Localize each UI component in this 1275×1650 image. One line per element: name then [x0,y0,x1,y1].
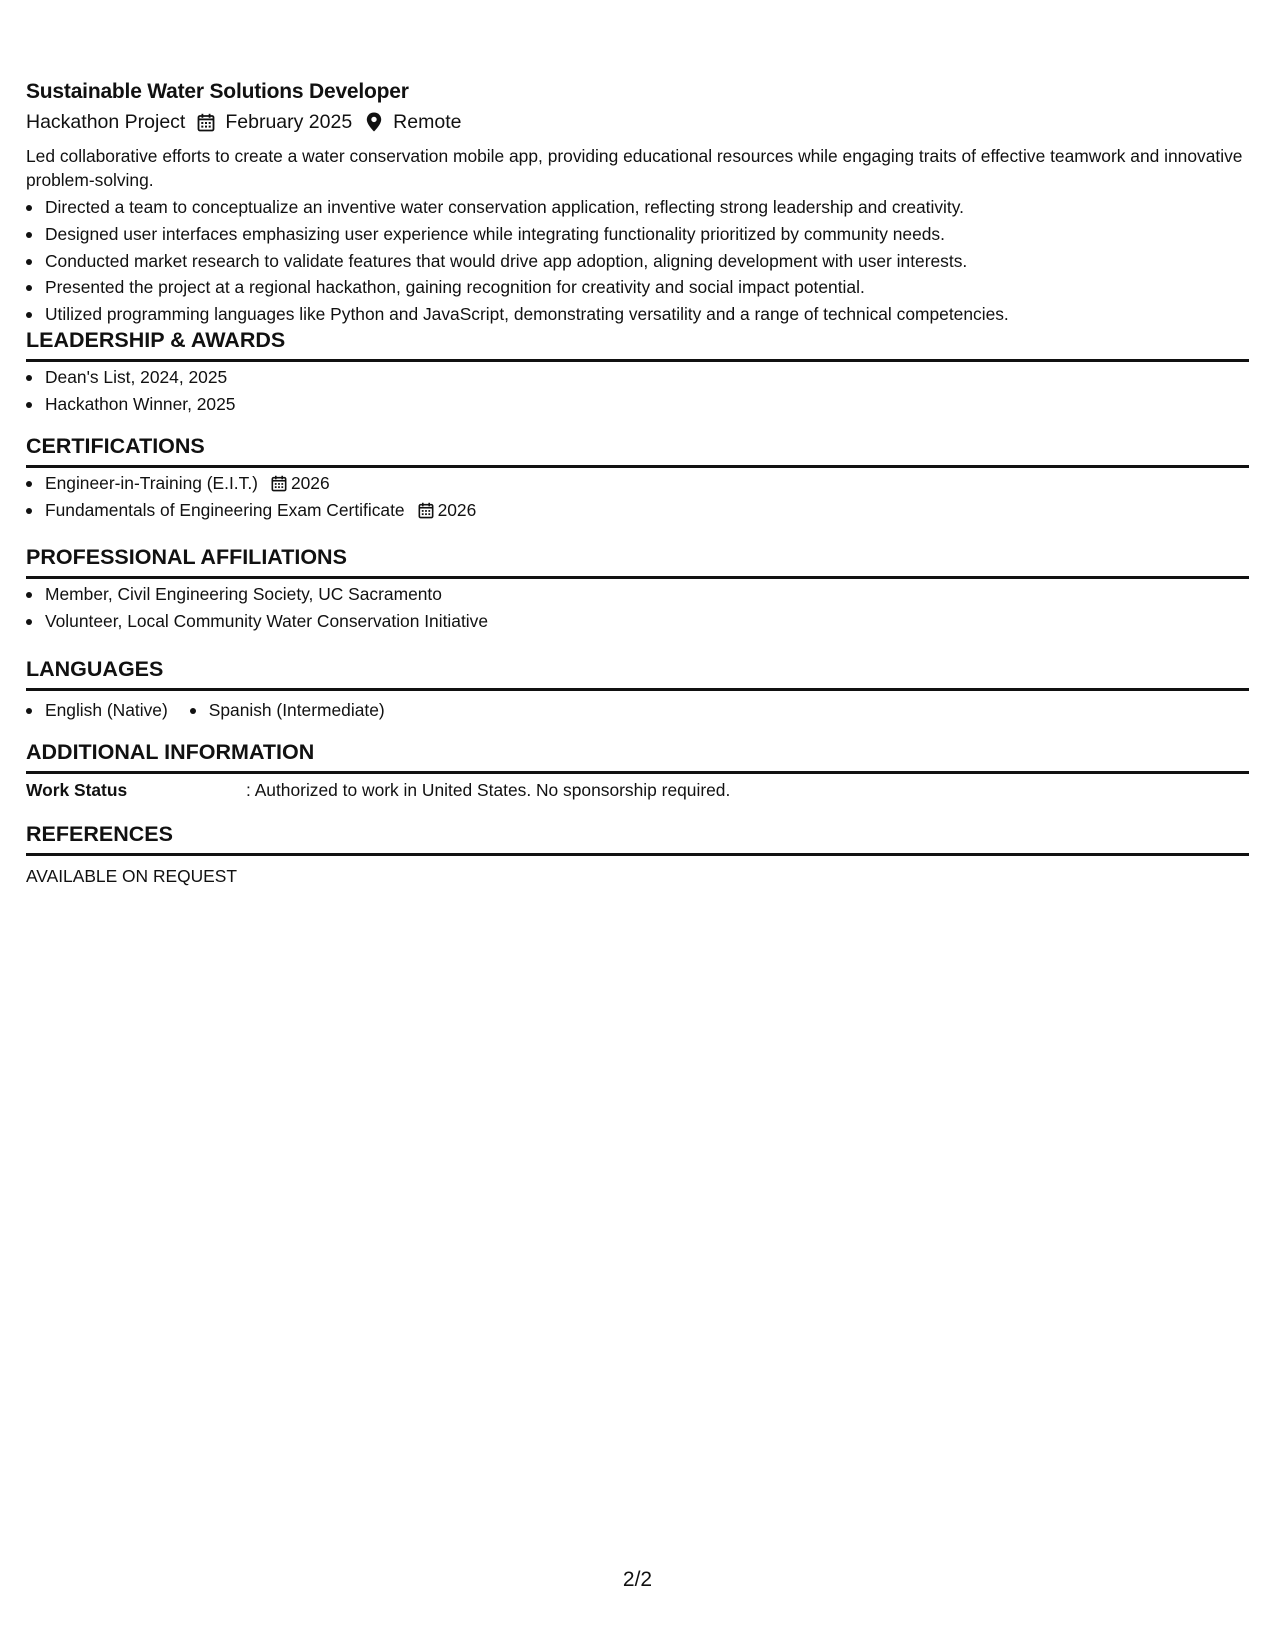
list-item [26,497,1249,524]
section-heading: ADDITIONAL INFORMATION [26,738,1249,774]
list-item: English (Native) [26,697,168,724]
project-summary: Led collaborative efforts to create a water conservation mobile app, providing educational resources while engaging traits of effective teamwork and innovative problem-solving. [26,146,1243,190]
work-status-value: : Authorized to work in United States. No sponsorship required. [246,780,731,800]
list-item: Spanish (Intermediate) [190,697,385,724]
section-languages [26,655,1249,724]
cert-year: 2026 [437,499,477,520]
list-item [26,470,1249,497]
project-org: Hackathon Project [26,111,186,133]
languages-list [26,697,1249,724]
project-date: February 2025 [225,111,353,133]
section-heading: PROFESSIONAL AFFILIATIONS [26,543,1249,579]
references-text: AVAILABLE ON REQUEST [26,866,238,886]
section-additional-info [26,738,1249,802]
list-item: Dean's List, 2024, 2025 [26,364,1249,391]
list-item: Utilized programming languages like Python and JavaScript, demonstrating versatility and a range of technical competencies. [26,301,1249,328]
list-item: Designed user interfaces emphasizing user experience while integrating functionality prioritized by community needs. [26,221,1249,248]
section-heading: REFERENCES [26,820,1249,856]
map-pin-icon [364,112,384,132]
certifications-list [26,470,1249,524]
list-item: Directed a team to conceptualize an inventive water conservation application, reflecting strong leadership and creativity. [26,194,1249,221]
section-references [26,820,1249,888]
project-title: Sustainable Water Solutions Developer [26,80,409,103]
cert-name: Fundamentals of Engineering Exam Certificate [45,499,405,520]
list-item: Conducted market research to validate features that would drive app adoption, aligning development with user interests. [26,248,1249,275]
section-heading: LEADERSHIP & AWARDS [26,326,1249,362]
project-entry [26,78,1249,328]
section-certifications [26,432,1249,524]
calendar-icon [270,474,288,492]
list-item: Member, Civil Engineering Society, UC Sacramento [26,581,1249,608]
work-status-row [26,778,1249,802]
list-item: Presented the project at a regional hackathon, gaining recognition for creativity and social impact potential. [26,274,1249,301]
leadership-list [26,364,1249,418]
affiliations-list [26,581,1249,635]
project-meta [26,108,1249,136]
section-leadership [26,326,1249,418]
cert-year: 2026 [290,473,330,493]
calendar-icon [196,112,216,132]
calendar-icon [417,501,435,519]
list-item: Volunteer, Local Community Water Conservation Initiative [26,608,1249,635]
page-number: 2/2 [622,1568,653,1591]
project-location: Remote [393,111,462,133]
list-item: Hackathon Winner, 2025 [26,391,1249,418]
work-status-label: Work Status [26,780,128,800]
section-affiliations [26,543,1249,635]
cert-name: Engineer-in-Training (E.I.T.) [45,473,258,493]
section-heading: CERTIFICATIONS [26,432,1249,468]
section-heading: LANGUAGES [26,655,1249,691]
project-bullets [26,194,1249,328]
